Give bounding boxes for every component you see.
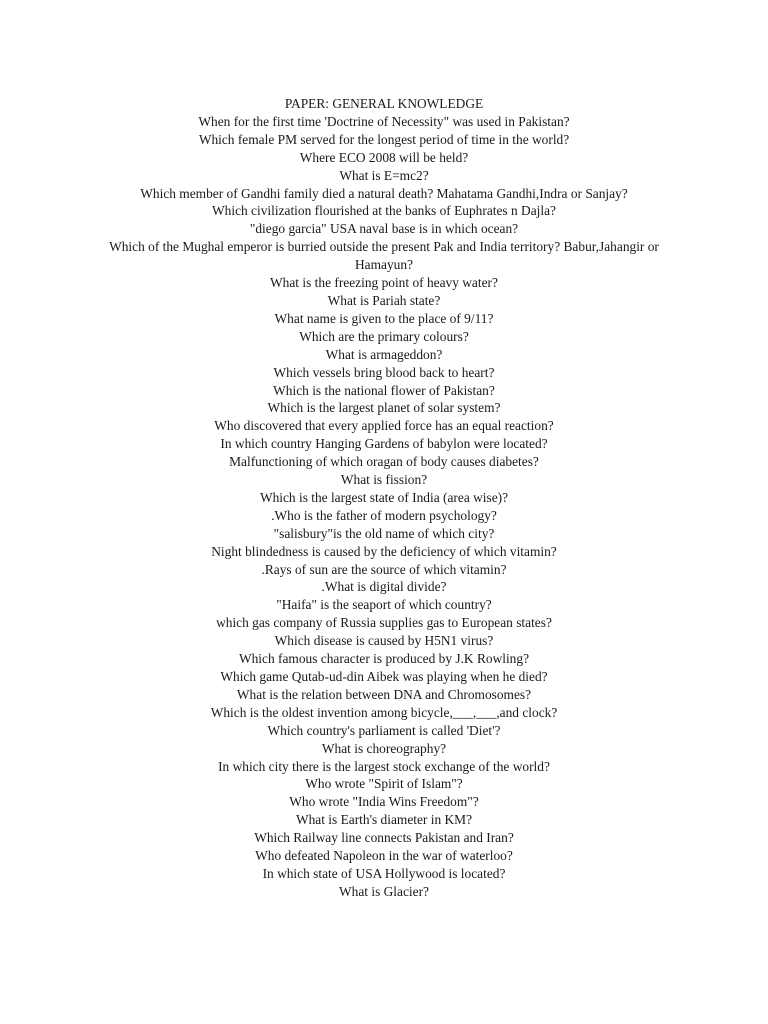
question-item: Who wrote "India Wins Freedom"? [289, 794, 479, 810]
question-item: Which is the largest planet of solar system? [267, 400, 501, 416]
question-item: .Who is the father of modern psychology? [271, 507, 497, 523]
question-item: Which country's parliament is called 'Diet'? [267, 722, 501, 738]
question-item: "diego garcia" USA naval base is in which ocean? [249, 221, 519, 237]
question-item: Who wrote "Spirit of Islam"? [305, 776, 463, 792]
question-item: Which of the Mughal emperor is burried outside the present Pak and India territory? Babur,Jahangir or Hamayun? [109, 239, 659, 273]
document-body [100, 95, 668, 901]
question-item: What is E=mc2? [339, 167, 429, 183]
question-item: Malfunctioning of which oragan of body causes diabetes? [229, 454, 539, 470]
question-item: What name is given to the place of 9/11? [274, 310, 494, 326]
question-item: Which is the oldest invention among bicycle,___,___,and clock? [210, 704, 558, 720]
question-item: Which civilization flourished at the banks of Euphrates n Dajla? [212, 203, 556, 219]
question-item: Which member of Gandhi family died a natural death? Mahatama Gandhi,Indra or Sanjay? [140, 185, 628, 201]
question-list [100, 113, 668, 901]
question-item: Which is the national flower of Pakistan? [273, 382, 495, 398]
question-item: Which is the largest state of India (area wise)? [259, 489, 509, 505]
question-item: Which game Qutab-ud-din Aibek was playing when he died? [220, 669, 548, 684]
question-item: Which Railway line connects Pakistan and Iran? [254, 830, 514, 846]
question-item: Who discovered that every applied force has an equal reaction? [214, 418, 554, 434]
question-item: What is fission? [340, 472, 428, 488]
question-item: .What is digital divide? [321, 579, 447, 595]
question-item: What is the relation between DNA and Chromosomes? [236, 686, 532, 702]
question-item: Which famous character is produced by J.K Rowling? [238, 651, 530, 667]
question-item: which gas company of Russia supplies gas to European states? [216, 615, 552, 631]
question-item: In which country Hanging Gardens of babylon were located? [220, 436, 548, 452]
question-item: .Rays of sun are the source of which vitamin? [261, 561, 507, 577]
question-item: In which city there is the largest stock exchange of the world? [218, 758, 550, 774]
question-item: Which are the primary colours? [299, 328, 469, 344]
question-item: What is armageddon? [325, 346, 443, 362]
question-item: Who defeated Napoleon in the war of waterloo? [255, 848, 513, 864]
question-item: "salisbury"is the old name of which city? [273, 525, 495, 541]
document-title: PAPER: GENERAL KNOWLEDGE [284, 96, 484, 111]
question-item: Night blindedness is caused by the deficiency of which vitamin? [211, 543, 557, 559]
question-item: When for the first time 'Doctrine of Necessity" was used in Pakistan? [198, 113, 570, 129]
question-item: Which vessels bring blood back to heart? [273, 364, 495, 380]
question-item: In which state of USA Hollywood is located? [262, 865, 506, 881]
question-item: "Haifa" is the seaport of which country? [276, 597, 492, 613]
question-item: What is Glacier? [339, 883, 429, 899]
question-item: Which female PM served for the longest period of time in the world? [198, 131, 570, 147]
question-item: Where ECO 2008 will be held? [299, 149, 469, 165]
question-item: Which disease is caused by H5N1 virus? [274, 633, 494, 649]
question-item: What is the freezing point of heavy water? [270, 275, 498, 291]
question-item: What is choreography? [321, 740, 447, 756]
question-item: What is Earth's diameter in KM? [295, 812, 473, 828]
question-item: What is Pariah state? [327, 292, 441, 308]
